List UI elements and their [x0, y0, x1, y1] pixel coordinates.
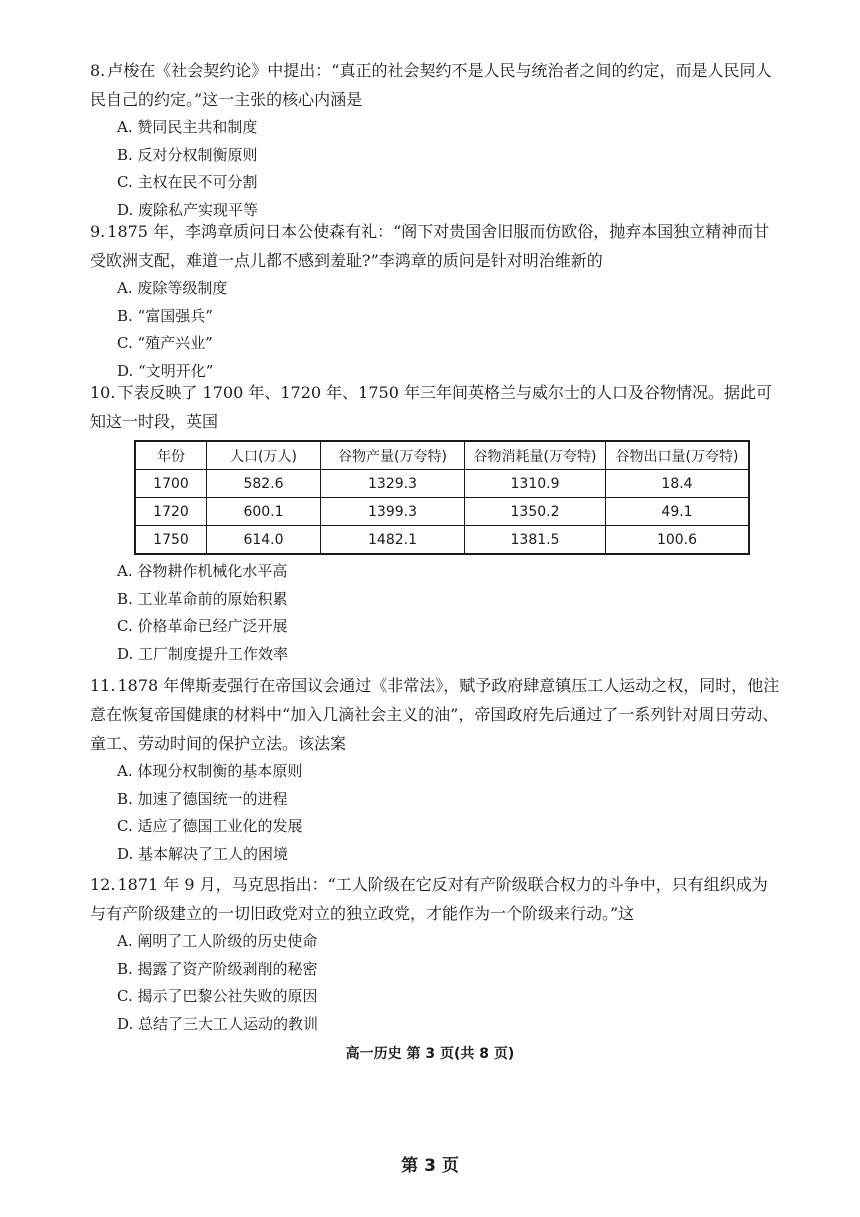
header-consumption: 谷物消耗量(万夸特)	[465, 441, 606, 470]
question-10	[90, 378, 780, 436]
table-cell: 100.6	[606, 526, 750, 555]
option-a: A. 谷物耕作机械化水平高	[117, 562, 288, 580]
table-cell: 600.1	[207, 498, 321, 526]
header-year: 年份	[135, 441, 207, 470]
header-export: 谷物出口量(万夸特)	[606, 441, 750, 470]
question-stem: 11. 1878 年俾斯麦强行在帝国议会通过《非常法》，赋予政府肆意镇压工人运动之权，同时，他注意在恢复帝国健康的材料中“加入几滴社会主义的油”，帝国政府先后通过了一系列针对周日劳动、童工、劳动时间的保护立法。该法案	[90, 676, 780, 753]
option-a: A. 赞同民主共和制度	[117, 118, 258, 136]
option-a: A. 废除等级制度	[117, 279, 228, 297]
option-b: B. “富国强兵”	[117, 306, 213, 325]
option-list	[90, 558, 780, 668]
option-c: C. 主权在民不可分割	[117, 173, 258, 191]
question-11	[90, 671, 780, 868]
option-d: D. “文明开化”	[117, 361, 214, 380]
page-number: 第 3 页	[401, 1156, 459, 1176]
question-10-options	[90, 558, 780, 668]
table-cell: 1381.5	[465, 526, 606, 555]
table-cell: 49.1	[606, 498, 750, 526]
question-stem: 8. 卢梭在《社会契约论》中提出：“真正的社会契约不是人民与统治者之间的约定，而是人民同人民自己的约定。”这一主张的核心内涵是	[90, 61, 772, 109]
table-cell: 1482.1	[321, 526, 465, 555]
option-b: B. 揭露了资产阶级剥削的秘密	[117, 959, 318, 978]
option-c: C. “殖产兴业”	[117, 334, 213, 352]
option-b: B. 加速了德国统一的进程	[117, 789, 288, 808]
header-production: 谷物产量(万夸特)	[321, 441, 465, 470]
table-cell: 1310.9	[465, 470, 606, 498]
option-list	[90, 758, 780, 868]
table-cell: 1329.3	[321, 470, 465, 498]
option-b: B. 工业革命前的原始积累	[117, 589, 288, 608]
option-d: D. 废除私产实现平等	[117, 200, 259, 219]
question-12	[90, 870, 780, 1038]
table-cell: 18.4	[606, 470, 750, 498]
table-row	[135, 470, 749, 498]
header-population: 人口(万人)	[207, 441, 321, 470]
option-c: C. 揭示了巴黎公社失败的原因	[117, 987, 318, 1005]
question-stem: 12. 1871 年 9 月，马克思指出：“工人阶级在它反对有产阶级联合权力的斗争中，只有组织成为与有产阶级建立的一切旧政党对立的独立政党，才能作为一个阶级来行动。”这	[90, 875, 768, 923]
option-b: B. 反对分权制衡原则	[117, 145, 258, 164]
table-cell: 1399.3	[321, 498, 465, 526]
question-8	[90, 56, 780, 224]
option-d: D. 总结了三大工人运动的教训	[117, 1014, 319, 1033]
option-c: C. 适应了德国工业化的发展	[117, 817, 303, 835]
question-stem: 9. 1875 年，李鸿章质问日本公使森有礼：“阁下对贵国舍旧服而仿欧俗，抛弃本国独立精神而甘受欧洲支配，难道一点儿都不感到羞耻?”李鸿章的质问是针对明治维新的	[90, 222, 770, 270]
table-row	[135, 526, 749, 555]
table-cell: 1720	[135, 498, 207, 526]
table-row	[135, 498, 749, 526]
table-cell: 1750	[135, 526, 207, 555]
table-cell: 1700	[135, 470, 207, 498]
option-d: D. 基本解决了工人的困境	[117, 844, 289, 863]
option-a: A. 阐明了工人阶级的历史使命	[117, 932, 318, 950]
option-list	[90, 928, 780, 1038]
option-d: D. 工厂制度提升工作效率	[117, 644, 289, 663]
option-a: A. 体现分权制衡的基本原则	[117, 762, 303, 780]
table-cell: 614.0	[207, 526, 321, 555]
population-grain-table	[134, 440, 750, 555]
option-c: C. 价格革命已经广泛开展	[117, 617, 288, 635]
table-cell: 582.6	[207, 470, 321, 498]
table-cell: 1350.2	[465, 498, 606, 526]
option-list	[90, 114, 780, 224]
question-stem: 10. 下表反映了 1700 年、1720 年、1750 年三年间英格兰与威尔士的人口及谷物情况。据此可知这一时段，英国	[90, 383, 772, 431]
option-list	[90, 275, 780, 385]
exam-page-footer: 高一历史 第 3 页(共 8 页)	[345, 1046, 515, 1062]
table-header-row	[135, 441, 749, 470]
question-9	[90, 217, 780, 385]
